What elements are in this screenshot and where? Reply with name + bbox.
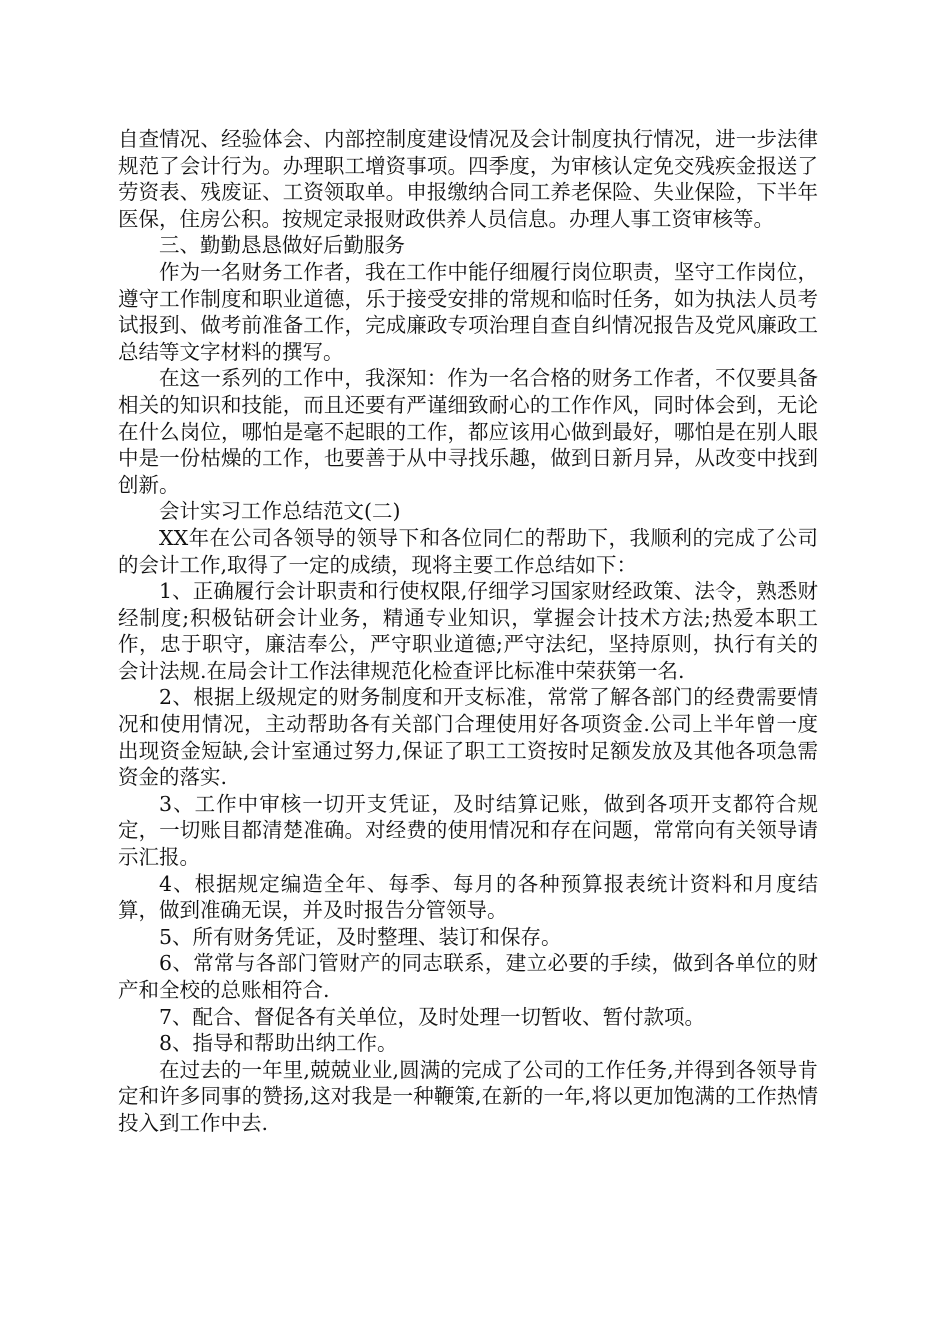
heading-logistics-service: 三、勤勤恳恳做好后勤服务 [159, 233, 405, 258]
list-item-5: 5、所有财务凭证，及时整理、装订和保存。 [159, 924, 562, 949]
section-title-internship-summary-2: 会计实习工作总结范文(二) [159, 499, 401, 524]
list-item-2: 2、根据上级规定的财务制度和开支标准，常常了解各部门的经费需要情况和使用情况，主动帮助各有关部门合理使用好各项资金.公司上半年曾一度出现资金短缺,会计室通过努力,保证了职工工资按时足额发放及其他各项急需资金的落实. [118, 685, 818, 790]
paragraph-job-duties: 作为一名财务工作者，我在工作中能仔细履行岗位职责，坚守工作岗位，遵守工作制度和职业道德，乐于接受安排的常规和临时任务，如为执法人员考试报到、做考前准备工作，完成廉政专项治理自查自纠情况报告及党风廉政工总结等文字材料的撰写。 [118, 259, 818, 364]
paragraph-internal-control: 自查情况、经验体会、内部控制度建设情况及会计制度执行情况，进一步法律规范了会计行为。办理职工增资事项。四季度，为审核认定免交残疾金报送了劳资表、残废证、工资领取单。申报缴纳合同工养老保险、失业保险，下半年医保，住房公积。按规定录报财政供养人员信息。办理人事工资审核等。 [118, 127, 818, 231]
document-body [118, 126, 818, 1137]
list-item-4: 4、根据规定编造全年、每季、每月的各种预算报表统计资料和月度结算，做到准确无误，并及时报告分管领导。 [118, 871, 818, 923]
list-item-6: 6、常常与各部门管财产的同志联系，建立必要的手续，做到各单位的财产和全校的总账相符合. [118, 951, 818, 1002]
list-item-3: 3、工作中审核一切开支凭证，及时结算记账，做到各项开支都符合规定，一切账目都清楚准确。对经费的使用情况和存在问题，常常向有关领导请示汇报。 [118, 791, 818, 870]
list-item-7: 7、配合、督促各有关单位，及时处理一切暂收、暂付款项。 [159, 1004, 706, 1029]
paragraph-reflection: 在这一系列的工作中，我深知：作为一名合格的财务工作者，不仅要具备相关的知识和技能，而且还要有严谨细致耐心的工作作风，同时体会到，无论在什么岗位，哪怕是毫不起眼的工作，都应该用心做到最好，哪怕是在别人眼中是一份枯燥的工作，也要善于从中寻找乐趣，做到日新月异，从改变中找到创新。 [118, 366, 818, 497]
paragraph-intro: XX年在公司各领导的领导下和各位同仁的帮助下，我顺利的完成了公司的会计工作,取得了一定的成绩，现将主要工作总结如下： [118, 525, 818, 577]
list-item-1: 1、正确履行会计职责和行使权限,仔细学习国家财经政策、法令，熟悉财经制度;积极钻研会计业务，精通专业知识，掌握会计技术方法;热爱本职工作，忠于职守，廉洁奉公，严守职业道德;严守法纪，坚持原则，执行有关的会计法规.在局会计工作法律规范化检查评比标准中荣获第一名. [118, 579, 818, 683]
list-item-8: 8、指导和帮助出纳工作。 [159, 1031, 398, 1056]
paragraph-conclusion: 在过去的一年里,兢兢业业,圆满的完成了公司的工作任务,并得到各领导肯定和许多同事的赞扬,这对我是一种鞭策,在新的一年,将以更加饱满的工作热情投入到工作中去. [118, 1057, 818, 1135]
